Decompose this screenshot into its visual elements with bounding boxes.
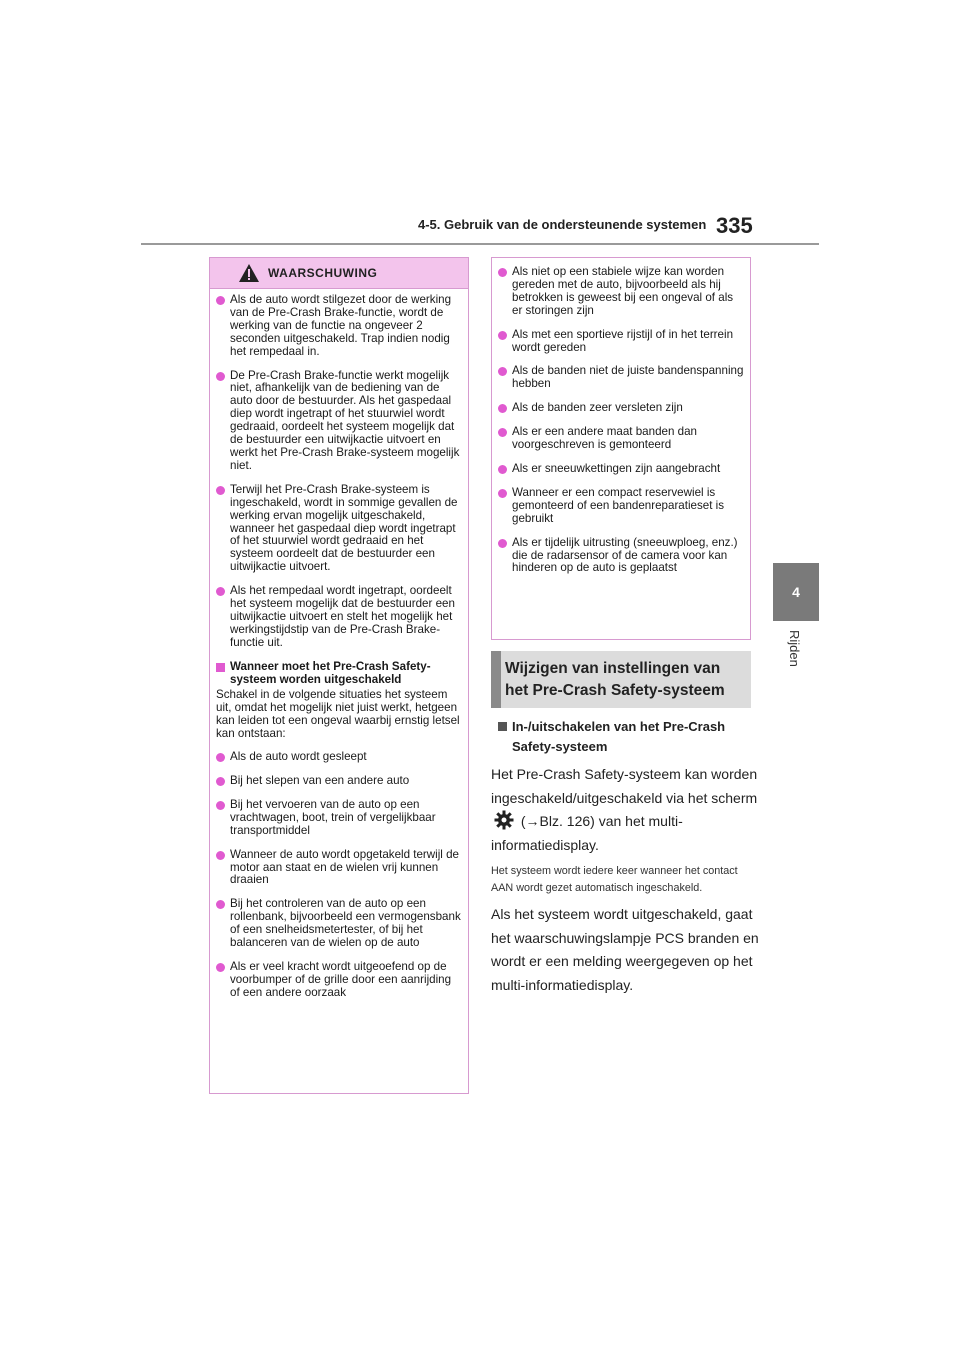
header-rule bbox=[141, 243, 819, 245]
paragraph-1-after: (→Blz. 126) van het multi-informatiedisplay. bbox=[491, 813, 683, 853]
bullet-item bbox=[498, 463, 744, 476]
bullet-item bbox=[498, 329, 744, 355]
warning-intro: Schakel in de volgende situaties het systeem uit, omdat het mogelijk niet juist werkt, hetgeen kan leiden tot een ongeval waarbij ernstig letsel kan ontstaan: bbox=[216, 688, 460, 741]
warning-body bbox=[210, 289, 468, 1000]
gear-icon bbox=[494, 810, 514, 830]
bullet-text: Als met een sportieve rijstijl of in het terrein wordt gereden bbox=[512, 327, 734, 354]
bullet-text: Als de auto wordt gesleept bbox=[230, 750, 367, 764]
paragraph-1 bbox=[491, 763, 761, 857]
bullet-text: Bij het controleren van de auto op een rollenbank, bijvoorbeeld een vermogensbank of een snelheidsmetertester, of bij het balanceren van de wielen op de auto bbox=[230, 897, 461, 950]
bullet-item bbox=[216, 585, 462, 650]
continued-warning-box bbox=[491, 257, 751, 640]
round-bullet-icon bbox=[216, 851, 225, 860]
warning-header bbox=[210, 258, 468, 289]
bullet-text: Bij het vervoeren van de auto op een vrachtwagen, boot, trein of vergelijkbaar transportmiddel bbox=[230, 797, 436, 837]
bullet-text: Wanneer de auto wordt opgetakeld terwijl de motor aan staat en de wielen vrij kunnen draaien bbox=[230, 847, 460, 887]
square-bullet-icon bbox=[498, 722, 507, 731]
section-heading-box bbox=[491, 651, 751, 708]
bullet-item bbox=[216, 898, 462, 950]
bullet-text: Als er veel kracht wordt uitgeoefend op de voorbumper of de grille door een aanrijding of een andere oorzaak bbox=[230, 959, 452, 999]
bullet-item bbox=[498, 487, 744, 526]
round-bullet-icon bbox=[498, 367, 507, 376]
bullet-item bbox=[216, 294, 462, 359]
section-heading-bar bbox=[491, 651, 501, 708]
note: Het systeem wordt iedere keer wanneer het contact AAN wordt gezet automatisch ingeschakeld. bbox=[491, 865, 738, 894]
round-bullet-icon bbox=[216, 801, 225, 810]
bullet-item bbox=[216, 751, 462, 764]
chapter-label-text: Rijden bbox=[787, 630, 802, 667]
bullet-item bbox=[216, 775, 462, 788]
bullet-item bbox=[498, 266, 744, 318]
page-number: 335 bbox=[716, 213, 753, 238]
bullet-item bbox=[498, 402, 744, 415]
warning-box bbox=[209, 257, 469, 1094]
bullet-text: Terwijl het Pre-Crash Brake-systeem is ingeschakeld, wordt in sommige gevallen de werking ervan mogelijk uitgeschakeld, wanneer het gaspedaal diep wordt ingetrapt of het stuurwiel wordt gedraaid en het systeem oordeelt dat de bestuurder een uitwijkactie uitvoert. bbox=[230, 482, 458, 574]
bullet-text: Als de banden zeer versleten zijn bbox=[512, 401, 683, 415]
bullet-text: Als de auto wordt stilgezet door de werking van de Pre-Crash Brake-functie, wordt de werking van de functie na ongeveer 2 seconden uitgeschakeld. Trap indien nodig het rempedaal in. bbox=[230, 293, 452, 358]
bullet-text: Als er sneeuwkettingen zijn aangebracht bbox=[512, 461, 721, 475]
round-bullet-icon bbox=[498, 465, 507, 474]
bullet-item bbox=[498, 537, 744, 576]
bullet-item bbox=[216, 849, 462, 888]
round-bullet-icon bbox=[498, 539, 507, 548]
round-bullet-icon bbox=[216, 900, 225, 909]
section-heading: Wijzigen van instellingen van het Pre-Crash Safety-systeem bbox=[505, 660, 725, 699]
section-header: 4-5. Gebruik van de ondersteunende systemen bbox=[418, 217, 707, 232]
round-bullet-icon bbox=[498, 404, 507, 413]
round-bullet-icon bbox=[216, 372, 225, 381]
chapter-label bbox=[784, 630, 808, 690]
subsection-heading bbox=[491, 717, 761, 757]
continued-warning-body bbox=[492, 258, 750, 575]
square-bullet-icon bbox=[216, 663, 225, 672]
round-bullet-icon bbox=[216, 486, 225, 495]
bullet-text: Als niet op een stabiele wijze kan worden gereden met de auto, bijvoorbeeld als hij betrokken is geweest bij een ongeval of als er storingen zijn bbox=[512, 265, 734, 317]
bullet-item bbox=[216, 484, 462, 574]
round-bullet-icon bbox=[216, 963, 225, 972]
round-bullet-icon bbox=[216, 753, 225, 762]
bullet-item bbox=[498, 365, 744, 391]
bullet-text: Bij het slepen van een andere auto bbox=[230, 774, 410, 787]
paragraph-2: Als het systeem wordt uitgeschakeld, gaat het waarschuwingslampje PCS branden en wordt er een melding weergegeven op het multi-informatiedisplay. bbox=[491, 906, 759, 993]
paragraph-1-before: Het Pre-Crash Safety-systeem kan worden ingeschakeld/uitgeschakeld via het scherm bbox=[491, 766, 758, 806]
bullet-text: Als de banden niet de juiste bandenspanning hebben bbox=[512, 364, 744, 391]
subsection-heading-text: In-/uitschakelen van het Pre-Crash Safety-systeem bbox=[512, 719, 726, 754]
round-bullet-icon bbox=[498, 331, 507, 340]
bullet-text: De Pre-Crash Brake-functie werkt mogelijk niet, afhankelijk van de bediening van de auto door de bestuurder. Als het gaspedaal diep wordt ingetrapt of het stuurwiel wordt gedraaid, oordeelt het systeem mogelijk dat de bestuurder een uitwijkactie uitvoert en werkt het Pre-Crash Brake-systeem mogelijk niet. bbox=[230, 368, 460, 472]
round-bullet-icon bbox=[216, 296, 225, 305]
round-bullet-icon bbox=[216, 777, 225, 786]
bullet-text: Als het rempedaal wordt ingetrapt, oordeelt het systeem mogelijk dat de bestuurder een uitwijkactie uitvoert en stelt het mogelijk het werkingstijdstip van de Pre-Crash Brake-functie uit. bbox=[230, 584, 455, 649]
round-bullet-icon bbox=[216, 587, 225, 596]
warning-subheading-text: Wanneer moet het Pre-Crash Safety-systeem worden uitgeschakeld bbox=[230, 659, 431, 686]
round-bullet-icon bbox=[498, 428, 507, 437]
bullet-item bbox=[216, 799, 462, 838]
bullet-item bbox=[216, 370, 462, 473]
main-text bbox=[491, 717, 761, 997]
warning-title: WAARSCHUWING bbox=[268, 266, 378, 280]
chapter-tab: 4 bbox=[773, 563, 819, 621]
bullet-item bbox=[498, 426, 744, 452]
round-bullet-icon bbox=[498, 489, 507, 498]
warning-triangle-icon bbox=[238, 263, 260, 283]
bullet-text: Wanneer er een compact reservewiel is gemonteerd of een bandenreparatieset is gebruikt bbox=[512, 485, 725, 525]
warning-subheading bbox=[216, 661, 462, 687]
bullet-text: Als er tijdelijk uitrusting (sneeuwploeg, enz.) die de radarsensor of de camera voor kan hinderen op de auto is geplaatst bbox=[512, 535, 738, 575]
round-bullet-icon bbox=[498, 268, 507, 277]
bullet-item bbox=[216, 961, 462, 1000]
bullet-text: Als er een andere maat banden dan voorgeschreven is gemonteerd bbox=[512, 425, 697, 452]
